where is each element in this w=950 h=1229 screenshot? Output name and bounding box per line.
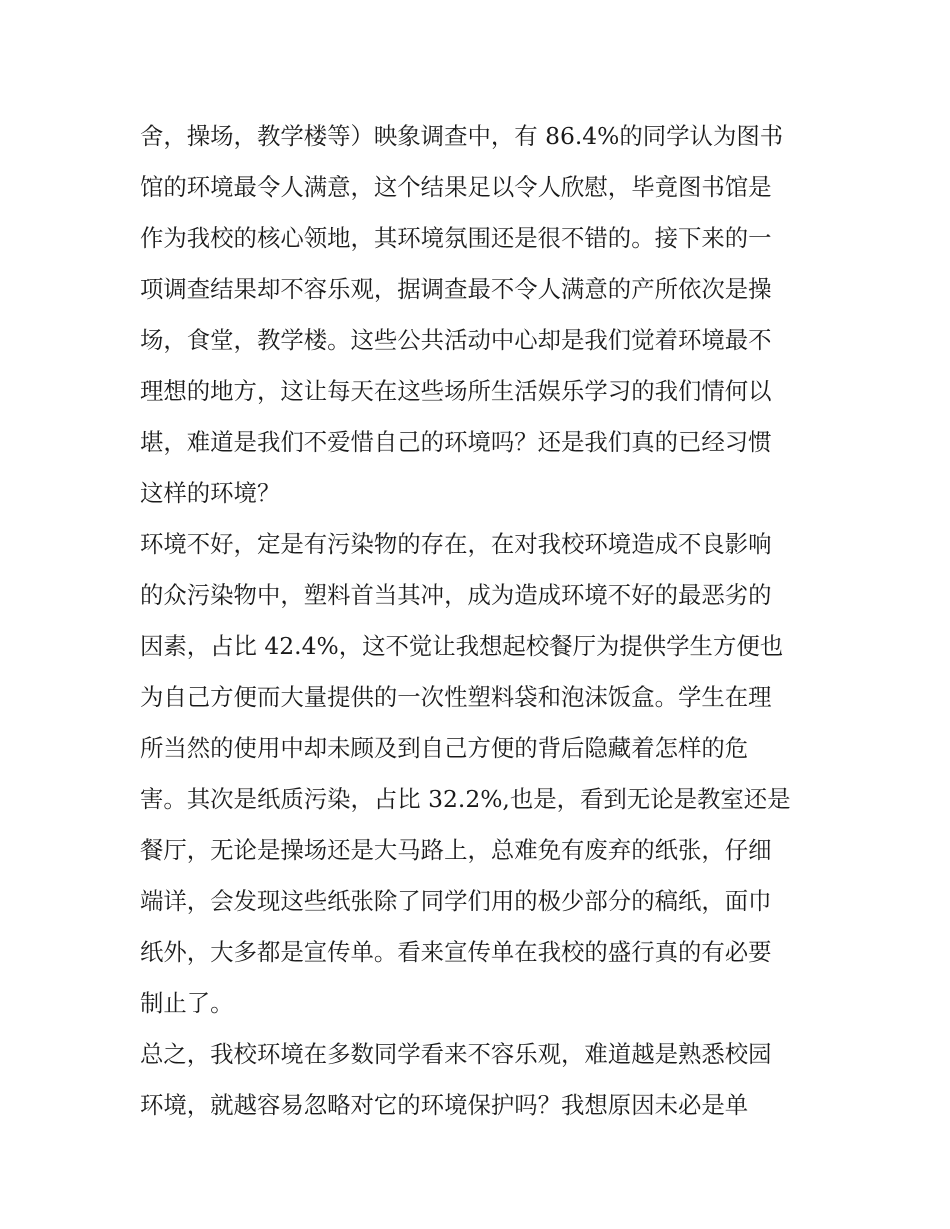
text-line: 这样的环境？ xyxy=(140,479,281,507)
text-line: 端详，会发现这些纸张除了同学们用的极少部分的稿纸，面巾 xyxy=(140,887,772,915)
text-line: 所当然的使用中却未顾及到自己方便的背后隐藏着怎样的危 xyxy=(140,734,749,762)
text-line: 为自己方便而大量提供的一次性塑料袋和泡沫饭盒。学生在理 xyxy=(140,683,772,711)
text-line: 环境，就越容易忽略对它的环境保护吗？我想原因未必是单 xyxy=(140,1091,749,1119)
text-line: 纸外，大多都是宣传单。看来宣传单在我校的盛行真的有必要 xyxy=(140,938,772,966)
text-line: 项调查结果却不容乐观，据调查最不令人满意的产所依次是操 xyxy=(140,275,772,303)
text-line: 制止了。 xyxy=(140,989,234,1017)
text-line: 舍，操场，教学楼等）映象调查中，有 86.4%的同学认为图书 xyxy=(140,122,784,150)
text-line: 作为我校的核心领地，其环境氛围还是很不错的。接下来的一 xyxy=(140,224,772,252)
text-line: 环境不好，定是有污染物的存在，在对我校环境造成不良影响 xyxy=(140,530,772,558)
text-line: 总之，我校环境在多数同学看来不容乐观，难道越是熟悉校园 xyxy=(140,1040,772,1068)
text-line: 场，食堂，教学楼。这些公共活动中心却是我们觉着环境最不 xyxy=(140,326,772,354)
text-line: 因素，占比 42.4%，这不觉让我想起校餐厅为提供学生方便也 xyxy=(140,632,784,660)
text-line: 堪，难道是我们不爱惜自己的环境吗？还是我们真的已经习惯 xyxy=(140,428,772,456)
text-line: 理想的地方，这让每天在这些场所生活娱乐学习的我们情何以 xyxy=(140,377,772,405)
text-line: 的众污染物中，塑料首当其冲，成为造成环境不好的最恶劣的 xyxy=(140,581,772,609)
text-line: 馆的环境最令人满意，这个结果足以令人欣慰，毕竟图书馆是 xyxy=(140,173,772,201)
text-line: 餐厅，无论是操场还是大马路上，总难免有废弃的纸张，仔细 xyxy=(140,836,772,864)
text-line: 害。其次是纸质污染，占比 32.2%,也是，看到无论是教室还是 xyxy=(140,785,791,813)
body-text xyxy=(140,111,820,1131)
